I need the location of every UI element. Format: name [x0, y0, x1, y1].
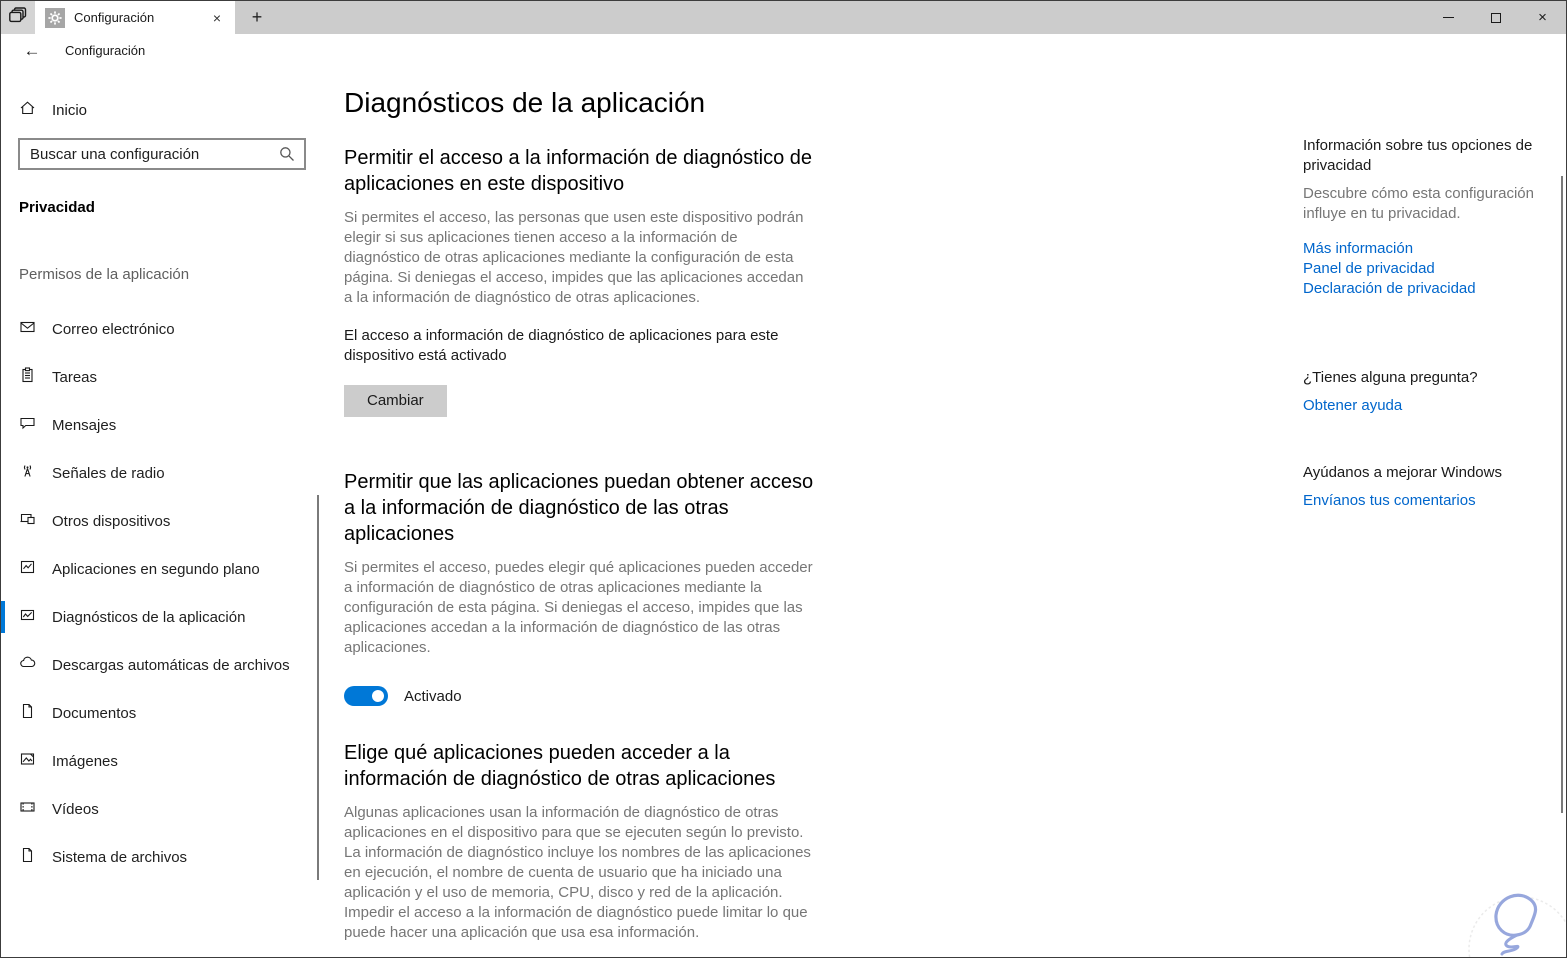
section-body-choose-apps: Algunas aplicaciones usan la información de diagnóstico de otras aplicaciones en el dispositivo para que se ejecuten según lo previsto. La información de diagnóstico incluye los nombres de las aplicaciones en ejecución, el nombre de cuenta de usuario que ha iniciado una aplicación y el uso de memoria, CPU, disco y red de la aplicación. Impedir el acceso a la información de diagnóstico puede limitar lo que puede hacer una aplicación que usa esa información. — [344, 804, 811, 941]
tab-group-button[interactable] — [1, 1, 35, 34]
home-icon — [19, 100, 36, 120]
sidebar-item-label: Imágenes — [52, 752, 118, 770]
sidebar-item-imagenes[interactable] — [1, 737, 319, 785]
sidebar-item-segundo-plano[interactable] — [1, 545, 319, 593]
sidebar-section-label: Permisos de la aplicación — [19, 266, 190, 283]
sidebar-item-correo[interactable] — [1, 305, 319, 353]
link-enviar-comentarios[interactable]: Envíanos tus comentarios — [1303, 492, 1476, 509]
link-obtener-ayuda[interactable]: Obtener ayuda — [1303, 397, 1403, 414]
main-scrollbar[interactable] — [1561, 176, 1563, 813]
section-body-app-access: Si permites el acceso, puedes elegir qué aplicaciones pueden acceder a información de diagnóstico de otras aplicaciones mediante la configuración de esta página. Si deniegas el acceso, impides que las aplicaciones accedan a la información de diagnóstico de las otras aplicaciones. — [344, 559, 813, 656]
close-button[interactable] — [1519, 1, 1566, 34]
search-icon — [279, 146, 295, 162]
sidebar-item-label: Vídeos — [52, 800, 99, 818]
improve-windows-heading: Ayúdanos a mejorar Windows — [1303, 464, 1502, 481]
minimize-icon — [1443, 17, 1454, 18]
sidebar-item-home[interactable] — [19, 95, 319, 125]
sidebar-item-label: Diagnósticos de la aplicación — [52, 608, 246, 626]
minimize-button[interactable] — [1425, 1, 1472, 34]
search-box — [18, 138, 305, 170]
sidebar-item-label: Sistema de archivos — [52, 848, 188, 866]
sidebar-item-label: Correo electrónico — [52, 320, 175, 338]
solvetic-bulb-watermark — [1446, 887, 1566, 957]
sidebar-item-label: Descargas automáticas de archivos — [52, 656, 290, 674]
toggle-knob — [372, 690, 384, 702]
radio-tower-icon — [19, 463, 36, 483]
tabstrip-spacer — [279, 1, 1425, 34]
tab-close-icon[interactable]: × — [212, 9, 221, 26]
header-title: Configuración — [65, 43, 146, 58]
sidebar-list — [1, 305, 319, 881]
tab-configuracion[interactable] — [35, 1, 235, 34]
privacy-links — [1303, 239, 1540, 299]
tab-title: Configuración — [74, 10, 155, 25]
sidebar-item-videos[interactable] — [1, 785, 319, 833]
section-heading-device-access: Permitir el acceso a la información de diagnóstico de aplicaciones en este dispositivo — [344, 147, 813, 195]
privacy-options-heading: Información sobre tus opciones de privacidad — [1303, 137, 1533, 174]
sidebar-item-label: Documentos — [52, 704, 137, 722]
sidebar-item-label: Señales de radio — [52, 464, 165, 482]
sidebar-item-tareas[interactable] — [1, 353, 319, 401]
sidebar-home-label: Inicio — [52, 101, 88, 119]
main-content — [344, 67, 814, 943]
picture-icon — [19, 751, 36, 771]
link-panel-privacidad[interactable]: Panel de privacidad — [1303, 260, 1435, 277]
file-system-icon — [19, 847, 36, 867]
app-diagnostics-icon — [19, 607, 36, 627]
cloud-icon — [19, 655, 36, 675]
back-button[interactable]: ← — [23, 40, 41, 60]
link-mas-informacion[interactable]: Más información — [1303, 240, 1414, 257]
section-heading-app-access: Permitir que las aplicaciones puedan obtener acceso a la información de diagnóstico de las otras aplicaciones — [344, 471, 814, 545]
mail-icon — [19, 319, 36, 339]
close-icon: × — [1538, 9, 1547, 26]
app-access-toggle-row — [344, 685, 814, 707]
change-button[interactable]: Cambiar — [344, 385, 447, 417]
section-body-device-access: Si permites el acceso, las personas que usen este dispositivo podrán elegir si sus aplicaciones tienen acceso a la información de diagnóstico de otras aplicaciones mediante la configuración de esta página. Si deniegas el acceso, impides que las aplicaciones accedan a la información de diagnóstico de otras aplicaciones. — [344, 209, 804, 306]
link-declaracion-privacidad[interactable]: Declaración de privacidad — [1303, 280, 1476, 297]
sidebar-category: Privacidad — [19, 199, 95, 216]
sidebar-item-label: Aplicaciones en segundo plano — [52, 560, 260, 578]
sidebar-item-label: Mensajes — [52, 416, 117, 434]
tab-strip — [1, 1, 1566, 34]
stacked-windows-icon — [9, 7, 27, 28]
sidebar-item-label: Otros dispositivos — [52, 512, 171, 530]
sidebar-item-senales-radio[interactable] — [1, 449, 319, 497]
clipboard-icon — [19, 367, 36, 387]
maximize-button[interactable] — [1472, 1, 1519, 34]
background-apps-icon — [19, 559, 36, 579]
sidebar — [1, 67, 319, 957]
window-controls — [1425, 1, 1566, 34]
new-tab-button[interactable]: + — [251, 7, 263, 27]
selection-bar — [1, 601, 5, 633]
toggle-state-label: Activado — [404, 687, 462, 705]
devices-icon — [19, 511, 36, 531]
chat-icon — [19, 415, 36, 435]
device-access-status: El acceso a información de diagnóstico de aplicaciones para este dispositivo está activado — [344, 327, 779, 364]
settings-gear-icon — [45, 8, 65, 28]
sidebar-item-otros-dispositivos[interactable] — [1, 497, 319, 545]
page-title: Diagnósticos de la aplicación — [344, 87, 706, 118]
section-heading-choose-apps: Elige qué aplicaciones pueden acceder a la información de diagnóstico de otras aplicaciones — [344, 742, 776, 790]
search-input[interactable] — [18, 138, 306, 170]
privacy-options-body: Descubre cómo esta configuración influye en tu privacidad. — [1303, 185, 1534, 222]
sidebar-item-diagnosticos[interactable] — [1, 593, 319, 641]
sidebar-scrollbar[interactable] — [317, 495, 319, 880]
sidebar-item-descargas[interactable] — [1, 641, 319, 689]
maximize-icon — [1491, 13, 1501, 23]
help-panel — [1303, 67, 1540, 511]
sidebar-item-mensajes[interactable] — [1, 401, 319, 449]
sidebar-item-documentos[interactable] — [1, 689, 319, 737]
sidebar-item-label: Tareas — [52, 368, 98, 386]
question-heading: ¿Tienes alguna pregunta? — [1303, 369, 1478, 386]
app-access-toggle[interactable] — [344, 686, 388, 706]
video-icon — [19, 799, 36, 819]
page-header — [1, 34, 1566, 67]
sidebar-item-sistema-archivos[interactable] — [1, 833, 319, 881]
document-icon — [19, 703, 36, 723]
